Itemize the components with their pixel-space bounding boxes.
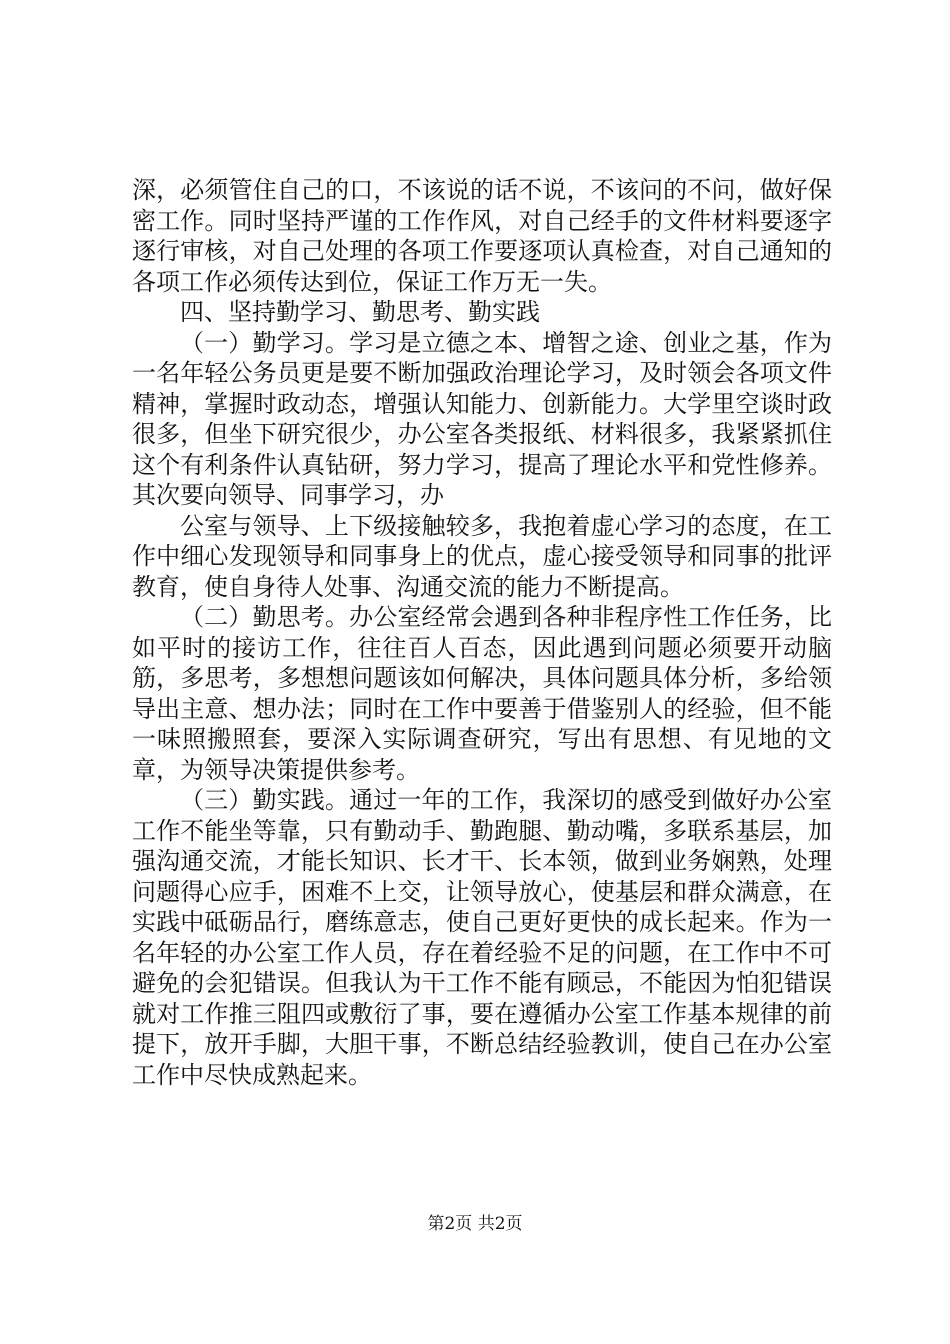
page-footer [0, 1213, 950, 1235]
paragraph-think: （二）勤思考。办公室经常会遇到各种非程序性工作任务，比如平时的接访工作，往往百人百态，因此遇到问题必须要开动脑筋，多思考，多想想问题该如何解决，具体问题具体分析，多给领导出主意、想办法；同时在工作中要善于借鉴别人的经验，但不能一味照搬照套，要深入实际调查研究，写出有思想、有见地的文章，为领导决策提供参考。 [132, 603, 832, 784]
document-body [132, 175, 832, 1090]
paragraph-study: （一）勤学习。学习是立德之本、增智之途、创业之基，作为一名年轻公务员更是要不断加强政治理论学习，及时领会各项文件精神，掌握时政动态，增强认知能力、创新能力。大学里空谈时政很多，但坐下研究很少，办公室各类报纸、材料很多，我紧紧抓住这个有利条件认真钻研，努力学习，提高了理论水平和党性修养。其次要向领导、同事学习，办 [132, 328, 832, 509]
paragraph-study-continued: 公室与领导、上下级接触较多，我抱着虚心学习的态度，在工作中细心发现领导和同事身上的优点，虚心接受领导和同事的批评教育，使自身待人处事、沟通交流的能力不断提高。 [132, 511, 832, 601]
paragraph-1: 深，必须管住自己的口，不该说的话不说，不该问的不问，做好保密工作。同时坚持严谨的工作作风，对自己经手的文件材料要逐字逐行审核，对自己处理的各项工作要逐项认真检查，对自己通知的各项工作必须传达到位，保证工作万无一失。 [132, 176, 832, 296]
paragraph-practice: （三）勤实践。通过一年的工作，我深切的感受到做好办公室工作不能坐等靠，只有勤动手、勤跑腿、勤动嘴，多联系基层，加强沟通交流，才能长知识、长才干、长本领，做到业务娴熟，处理问题得心应手，困难不上交，让领导放心，使基层和群众满意，在实践中砥砺品行，磨练意志，使自己更好更快的成长起来。作为一名年轻的办公室工作人员，存在着经验不足的问题，在工作中不可避免的会犯错误。但我认为干工作不能有顾忌，不能因为怕犯错误就对工作推三阻四或敷衍了事，要在遵循办公室工作基本规律的前提下，放开手脚，大胆干事，不断总结经验教训，使自己在办公室工作中尽快成熟起来。 [132, 786, 832, 1089]
page-number: 第2页 共2页 [427, 1214, 523, 1234]
section-heading: 四、坚持勤学习、勤思考、勤实践 [180, 298, 540, 326]
